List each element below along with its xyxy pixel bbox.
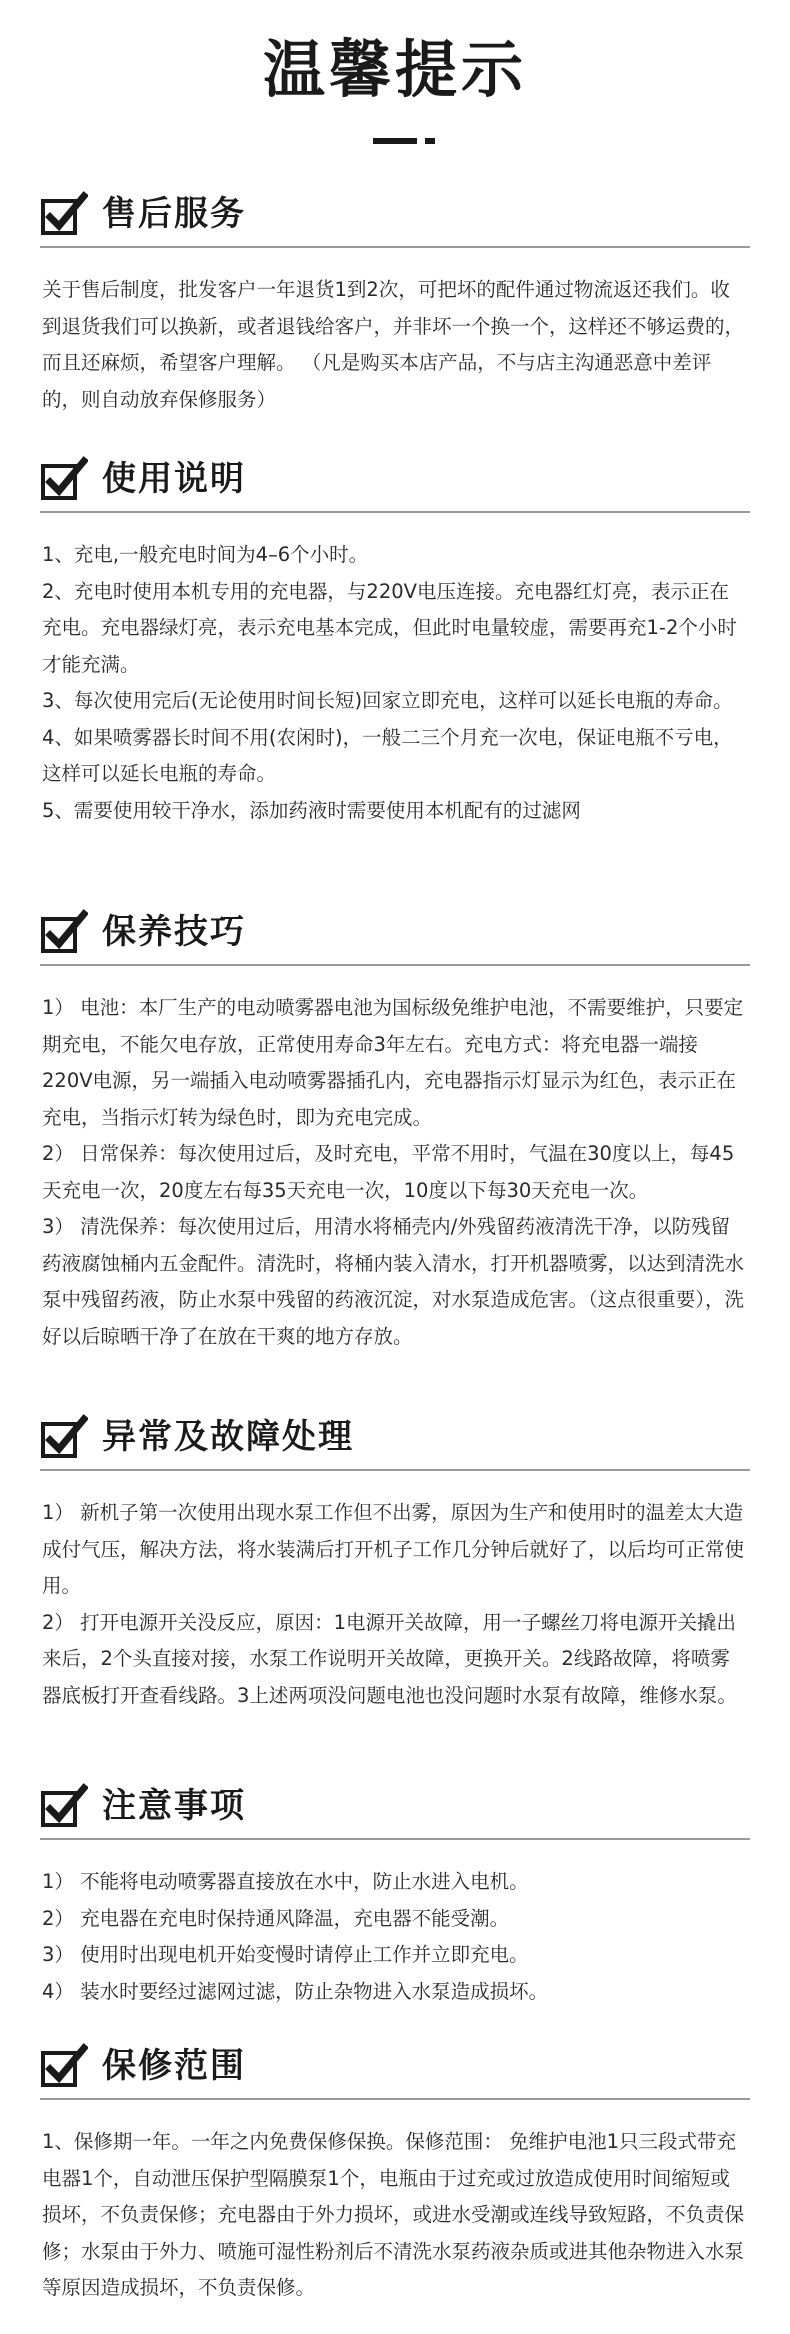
checkbox-check-icon (40, 908, 88, 956)
checkbox-check-icon (40, 190, 88, 238)
title-underline-dot (425, 138, 435, 144)
section-body (42, 2124, 748, 2307)
section-heading: 保养技巧 (102, 912, 246, 952)
paragraph: 3） 使用时出现电机开始变慢时请停止工作并立即充电。 (42, 1943, 529, 1966)
paragraph: 关于售后制度，批发客户一年退货1到2次，可把坏的配件通过物流返还我们。收到退货我们可以换新，或者退钱给客户，并非坏一个换一个，这样还不够运费的，而且还麻烦，希望客户理解。 （凡是购买本店产品，不与店主沟通恶意中差评的，则自动放弃保修服务） (42, 278, 745, 411)
section-heading: 注意事项 (102, 1786, 246, 1826)
section-header (0, 898, 790, 968)
paragraph: 1） 电池：本厂生产的电动喷雾器电池为国标级免维护电池，不需要维护，只要定期充电，不能欠电存放，正常使用寿命3年左右。充电方式：将充电器一端接220V电源，另一端插入电动喷雾器插孔内，充电器指示灯显示为红色，表示正在充电，当指示灯转为绿色时，即为充电完成。 (42, 996, 744, 1129)
section-after-sales (0, 180, 790, 418)
section-divider (40, 1838, 750, 1840)
section-divider (40, 511, 750, 513)
section-heading: 保修范围 (102, 2046, 246, 2086)
title-underline (373, 138, 417, 144)
section-heading: 使用说明 (102, 459, 246, 499)
paragraph: 1） 不能将电动喷雾器直接放在水中，防止水进入电机。 (42, 1870, 529, 1893)
paragraph: 4） 装水时要经过滤网过滤，防止杂物进入水泵造成损坏。 (42, 1979, 549, 2003)
paragraph: 2） 充电器在充电时保持通风降温，充电器不能受潮。 (42, 1906, 510, 1930)
section-usage-instructions (0, 445, 790, 829)
paragraph: 2） 打开电源开关没反应，原因：1电源开关故障，用一子螺丝刀将电源开关撬出来后，2个头直接对接，水泵工作说明开关故障，更换开关。2线路故障，将喷雾器底板打开查看线路。3上述两项没问题电池也没问题时水泵有故障，维修水泵。 (42, 1610, 737, 1707)
section-header (0, 1403, 790, 1473)
section-troubleshooting (0, 1403, 790, 1714)
section-precautions (0, 1772, 790, 2010)
section-header (0, 2032, 790, 2102)
checkbox-check-icon (40, 1413, 88, 1461)
paragraph: 3、每次使用完后(无论使用时间长短)回家立即充电，这样可以延长电瓶的寿命。 (42, 689, 733, 712)
section-body (42, 1864, 748, 2010)
section-body (42, 537, 748, 829)
paragraph: 1） 新机子第一次使用出现水泵工作但不出雾，原因为生产和使用时的温差太大造成付气压，解决方法，将水装满后打开机子工作几分钟后就好了，以后均可正常使用。 (42, 1501, 745, 1597)
section-divider (40, 1469, 750, 1471)
paragraph: 2、充电时使用本机专用的充电器，与220V电压连接。充电器红灯亮，表示正在充电。充电器绿灯亮，表示充电基本完成，但此时电量较虚，需要再充1-2个小时才能充满。 (42, 579, 737, 676)
checkbox-check-icon (40, 455, 88, 503)
paragraph: 2） 日常保养：每次使用过后，及时充电，平常不用时，气温在30度以上，每45天充电一次，20度左右每35天充电一次，10度以下每30天充电一次。 (42, 1142, 735, 1202)
section-warranty-scope (0, 2032, 790, 2307)
section-header (0, 1772, 790, 1842)
paragraph: 1、保修期一年。一年之内免费保修保换。保修范围： 免维护电池1只三段式带充电器1个，自动泄压保护型隔膜泵1个，电瓶由于过充或过放造成使用时间缩短或损坏，不负责保修；充电器由于外力损坏，或进水受潮或连线导致短路，不负责保修；水泵由于外力、喷施可湿性粉剂后不清洗水泵药液杂质或进其他杂物进入水泵等原因造成损坏，不负责保修。 (42, 2130, 745, 2299)
paragraph: 4、如果喷雾器长时间不用(农闲时)，一般二三个月充一次电，保证电瓶不亏电，这样可以延长电瓶的寿命。 (42, 725, 733, 785)
section-heading: 异常及故障处理 (102, 1417, 354, 1457)
paragraph: 5、需要使用较干净水，添加药液时需要使用本机配有的过滤网 (42, 798, 581, 822)
section-divider (40, 246, 750, 248)
paragraph: 3） 清洗保养：每次使用过后，用清水将桶壳内/外残留药液清洗干净，以防残留药液腐蚀桶内五金配件。清洗时，将桶内装入清水，打开机器喷雾，以达到清洗水泵中残留药液，防止水泵中残留的药液沉淀，对水泵造成危害。（这点很重要），洗好以后晾晒干净了在放在干爽的地方存放。 (42, 1215, 745, 1348)
section-body (42, 272, 748, 418)
section-header (0, 445, 790, 515)
checkbox-check-icon (40, 1782, 88, 1830)
section-divider (40, 964, 750, 966)
paragraph: 1、充电,一般充电时间为4–6个小时。 (42, 543, 369, 566)
section-maintenance-tips (0, 898, 790, 1355)
section-heading: 售后服务 (102, 194, 246, 234)
section-body (42, 990, 748, 1355)
section-header (0, 180, 790, 250)
page-title: 温馨提示 (262, 33, 527, 106)
section-body (42, 1495, 748, 1714)
checkbox-check-icon (40, 2042, 88, 2090)
section-divider (40, 2098, 750, 2100)
